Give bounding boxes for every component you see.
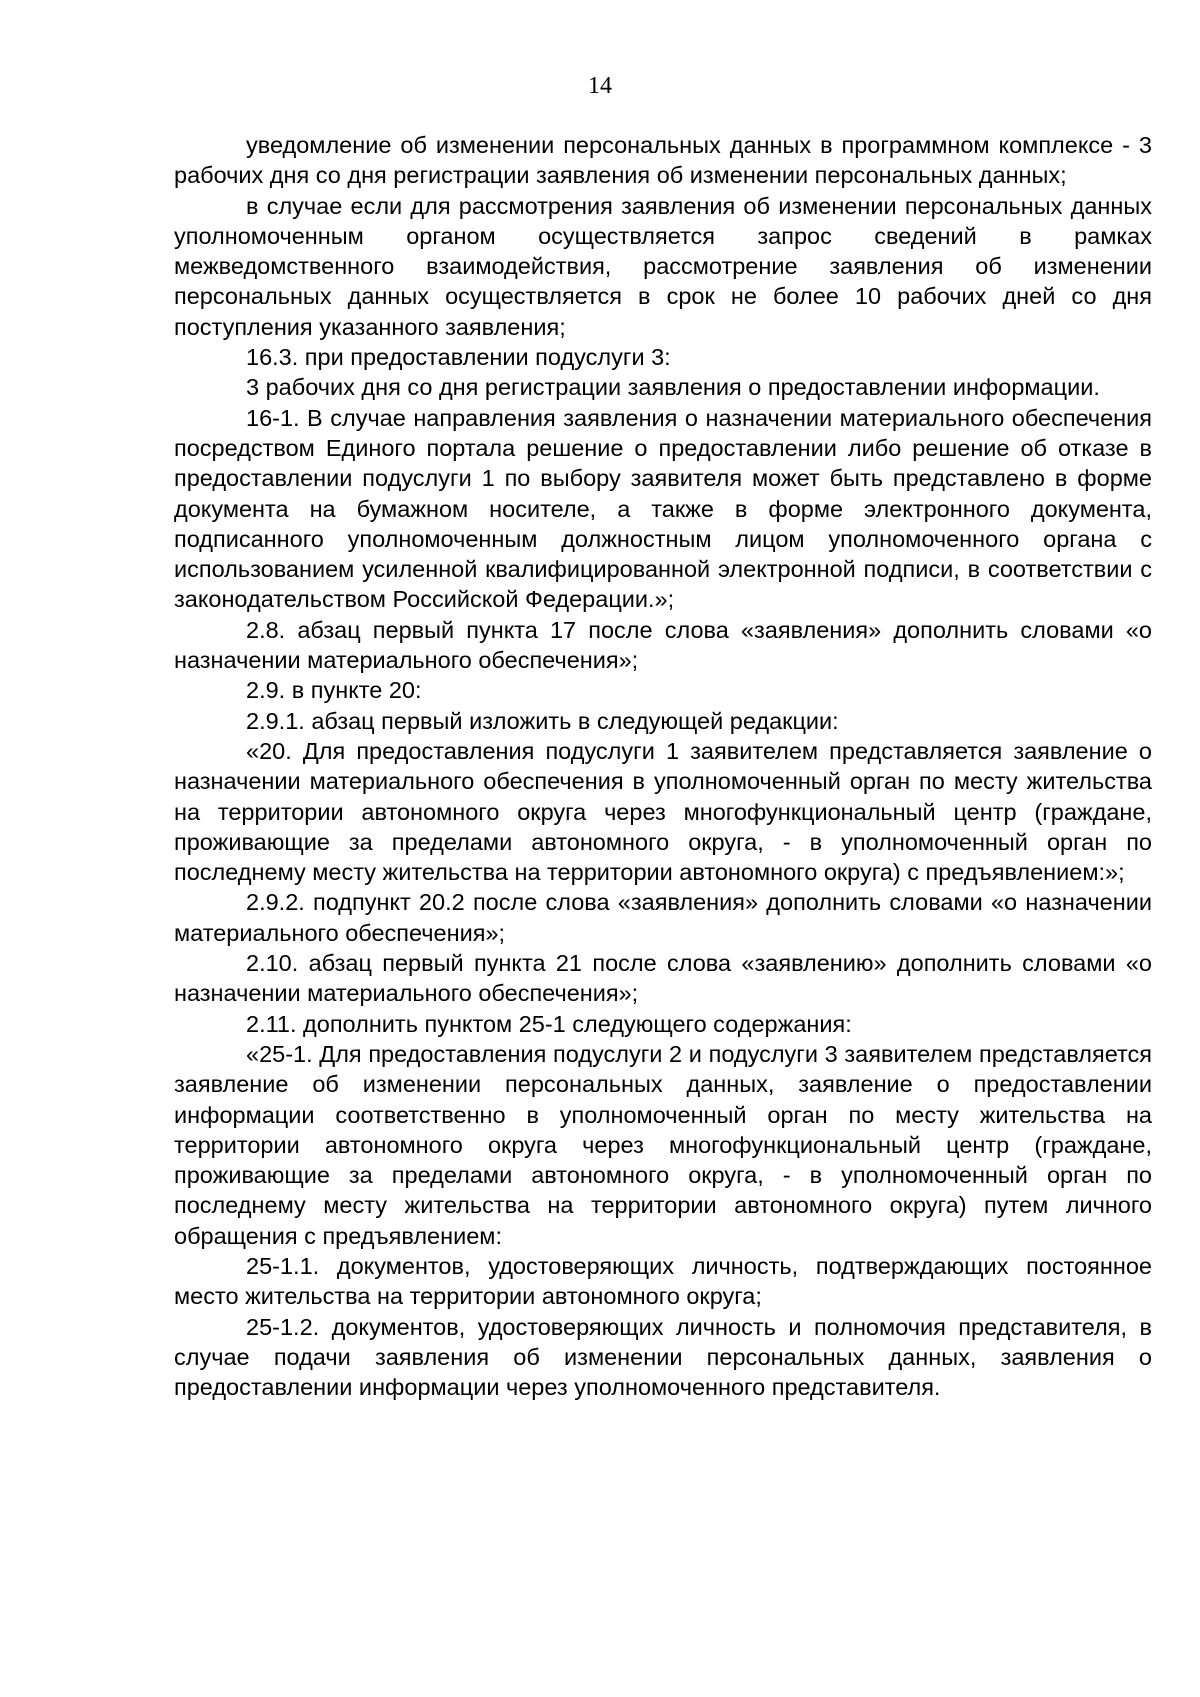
paragraph-6: 2.8. абзац первый пункта 17 после слова «заявления» дополнить словами «о назначении материального обеспечения»; bbox=[174, 616, 1152, 674]
paragraph-7: 2.9. в пункте 20: bbox=[246, 677, 422, 704]
paragraph-2: в случае если для рассмотрения заявления об изменении персональных данных уполномоченным органом осуществляется запрос сведений в рамках межведомственного взаимодействия, рассмотрение заявления об изменении персональных данных осуществляется в срок не более 10 рабочих дней со дня поступления указанного заявления; bbox=[174, 192, 1152, 340]
paragraph-3: 16.3. при предоставлении подуслуги 3: bbox=[246, 344, 671, 371]
paragraph-14: 25-1.1. документов, удостоверяющих личность, подтверждающих постоянное место жительства на территории автономного округа; bbox=[174, 1252, 1152, 1310]
paragraph-9: «20. Для предоставления подуслуги 1 заявителем представляется заявление о назначении материального обеспечения в уполномоченный орган по месту жительства на территории автономного округа через многофункциональный центр (граждане, проживающие за пределами автономного округа, - в уполномоченный орган по последнему месту жительства на территории автономного округа) с предъявлением:»; bbox=[174, 737, 1152, 886]
paragraph-8: 2.9.1. абзац первый изложить в следующей редакции: bbox=[246, 707, 839, 734]
paragraph-4: 3 рабочих дня со дня регистрации заявления о предоставлении информации. bbox=[246, 374, 1100, 401]
paragraph-12: 2.11. дополнить пунктом 25-1 следующего содержания: bbox=[246, 1010, 852, 1037]
page-number: 14 bbox=[588, 73, 612, 99]
paragraph-5: 16-1. В случае направления заявления о назначении материального обеспечения посредством Единого портала решение о предоставлении либо решение об отказе в предоставлении подуслуги 1 по выбору заявителя может быть представлено в форме документа на бумажном носителе, а также в форме электронного документа, подписанного уполномоченным должностным лицом уполномоченного органа с использованием усиленной квалифицированной электронной подписи, в соответствии с законодательством Российской Федерации.»; bbox=[174, 404, 1152, 613]
document-body bbox=[174, 130, 1152, 1402]
paragraph-15: 25-1.2. документов, удостоверяющих личность и полномочия представителя, в случае подачи заявления об изменении персональных данных, заявления о предоставлении информации через уполномоченного представителя. bbox=[174, 1313, 1152, 1401]
paragraph-1: уведомление об изменении персональных данных в программном комплексе - 3 рабочих дня со дня регистрации заявления об изменении персональных данных; bbox=[174, 132, 1152, 189]
paragraph-11: 2.10. абзац первый пункта 21 после слова «заявлению» дополнить словами «о назначении материального обеспечения»; bbox=[174, 950, 1152, 1007]
paragraph-10: 2.9.2. подпункт 20.2 после слова «заявления» дополнить словами «о назначении материального обеспечения»; bbox=[174, 889, 1152, 946]
paragraph-13: «25-1. Для предоставления подуслуги 2 и подуслуги 3 заявителем представляется заявление об изменении персональных данных, заявление о предоставлении информации соответственно в уполномоченный орган по месту жительства на территории автономного округа через многофункциональный центр (граждане, проживающие за пределами автономного округа, - в уполномоченный орган по последнему месту жительства на территории автономного округа) путем личного обращения с предъявлением: bbox=[174, 1040, 1152, 1249]
